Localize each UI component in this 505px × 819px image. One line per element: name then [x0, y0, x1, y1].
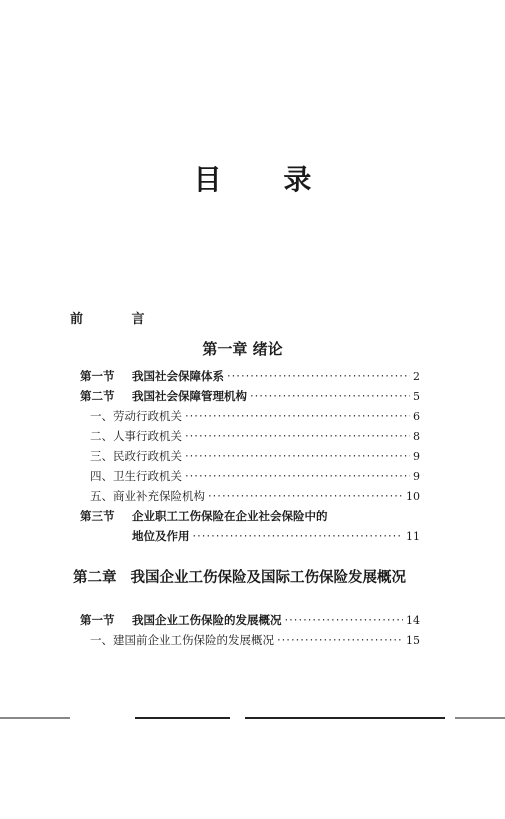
toc-entry-ch1-sub4 — [90, 468, 420, 486]
chapter-title: 我国企业工伤保险及国际工伤保险发展概况 — [130, 570, 406, 586]
dot-leader — [193, 529, 404, 543]
entry-title: 二、人事行政机关 — [90, 429, 182, 443]
page-number: 9 — [413, 470, 420, 483]
entry-title: 三、民政行政机关 — [90, 449, 182, 463]
section-number: 第二节 — [80, 389, 115, 403]
section-number: 第三节 — [80, 509, 115, 523]
page-number: 6 — [413, 410, 420, 423]
toc-entry-ch1-sec1 — [80, 368, 420, 386]
toc-entry-ch1-sec2 — [80, 388, 420, 406]
chapter-1-heading: 第一章 绪论 — [202, 340, 283, 358]
dot-leader — [208, 489, 403, 503]
dot-leader — [185, 449, 410, 463]
toc-entry-ch1-sec3-cont — [132, 528, 420, 546]
page-number: 10 — [406, 490, 420, 503]
chapter-number: 第二章 — [73, 570, 117, 586]
entry-title: 企业职工工伤保险在企业社会保险中的 — [132, 509, 328, 523]
chapter-2-heading — [73, 566, 433, 587]
entry-title: 四、卫生行政机关 — [90, 469, 182, 483]
entry-title: 我国社会保障体系 — [132, 369, 224, 383]
preface-heading: 前 言 — [70, 312, 167, 327]
dot-leader — [185, 409, 410, 423]
page-number: 9 — [413, 450, 420, 463]
entry-title: 我国企业工伤保险的发展概况 — [132, 613, 282, 627]
page-number: 8 — [413, 430, 420, 443]
toc-entry-ch1-sub5 — [90, 488, 420, 506]
entry-title: 五、商业补充保险机构 — [90, 489, 205, 503]
section-number: 第一节 — [80, 369, 115, 383]
page-number: 15 — [406, 634, 420, 647]
entry-title: 地位及作用 — [132, 529, 190, 543]
dot-leader — [185, 469, 410, 483]
page-number: 5 — [413, 390, 420, 403]
entry-title: 一、建国前企业工伤保险的发展概况 — [90, 633, 274, 647]
page-title: 目 录 — [193, 163, 338, 196]
toc-entry-ch2-sec1 — [80, 612, 420, 630]
page-bottom-rule — [0, 717, 505, 719]
toc-entry-ch1-sec3 — [80, 508, 420, 526]
toc-entry-ch1-sub3 — [90, 448, 420, 466]
toc-entry-ch1-sub2 — [90, 428, 420, 446]
dot-leader — [277, 633, 403, 647]
entry-title: 一、劳动行政机关 — [90, 409, 182, 423]
page-number: 11 — [406, 530, 420, 543]
dot-leader — [250, 389, 410, 403]
toc-entry-ch2-sub1 — [90, 632, 420, 650]
section-number: 第一节 — [80, 613, 115, 627]
toc-entry-ch1-sub1 — [90, 408, 420, 426]
page-number: 2 — [413, 370, 420, 383]
dot-leader — [185, 429, 410, 443]
page-number: 14 — [406, 614, 420, 627]
entry-title: 我国社会保障管理机构 — [132, 389, 247, 403]
dot-leader — [285, 613, 404, 627]
dot-leader — [227, 369, 410, 383]
